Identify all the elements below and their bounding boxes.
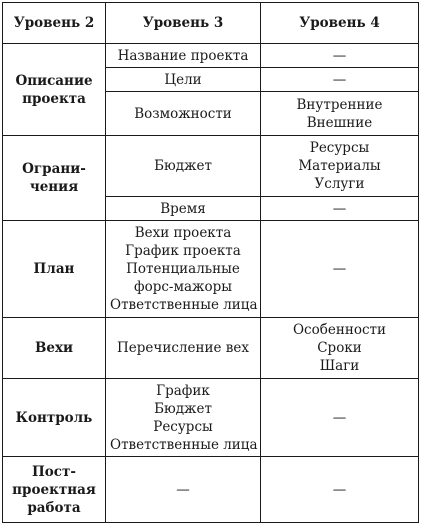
table-row [3, 379, 419, 457]
cell-level4: — [261, 221, 419, 318]
project-structure-table-wrapper [2, 2, 418, 518]
cell-level3: График Бюджет Ресурсы Ответственные лица [106, 379, 261, 457]
cell-level4: Особенности Сроки Шаги [261, 318, 419, 379]
cell-level3: Название проекта [106, 44, 261, 68]
header-level-2: Уровень 2 [3, 3, 106, 44]
table-row [3, 44, 419, 68]
header-row [3, 3, 419, 44]
cell-level3: Бюджет [106, 136, 261, 197]
cell-level3: Возможности [106, 92, 261, 136]
section-plan-level2: План [3, 221, 106, 318]
cell-level4: Внутренние Внешние [261, 92, 419, 136]
cell-level3: Вехи проекта График проекта Потенциальные форс-мажоры Ответственные лица [106, 221, 261, 318]
cell-level4: — [261, 457, 419, 523]
header-level-3: Уровень 3 [106, 3, 261, 44]
table-row [3, 318, 419, 379]
table-row [3, 136, 419, 197]
header-level-4: Уровень 4 [261, 3, 419, 44]
table-row [3, 221, 419, 318]
cell-level3: Цели [106, 68, 261, 92]
cell-level3: — [106, 457, 261, 523]
cell-level4: Ресурсы Материалы Услуги [261, 136, 419, 197]
cell-level3: Перечисление вех [106, 318, 261, 379]
table-row [3, 457, 419, 523]
cell-level3: Время [106, 197, 261, 221]
section-control-level2: Контроль [3, 379, 106, 457]
cell-level4: — [261, 68, 419, 92]
section-postproject-level2: Пост- проектная работа [3, 457, 106, 523]
cell-level4: — [261, 44, 419, 68]
section-description-level2: Описание проекта [3, 44, 106, 136]
cell-level4: — [261, 197, 419, 221]
section-limits-level2: Ограни- чения [3, 136, 106, 221]
cell-level4: — [261, 379, 419, 457]
project-structure-table [2, 2, 419, 523]
section-milestones-level2: Вехи [3, 318, 106, 379]
